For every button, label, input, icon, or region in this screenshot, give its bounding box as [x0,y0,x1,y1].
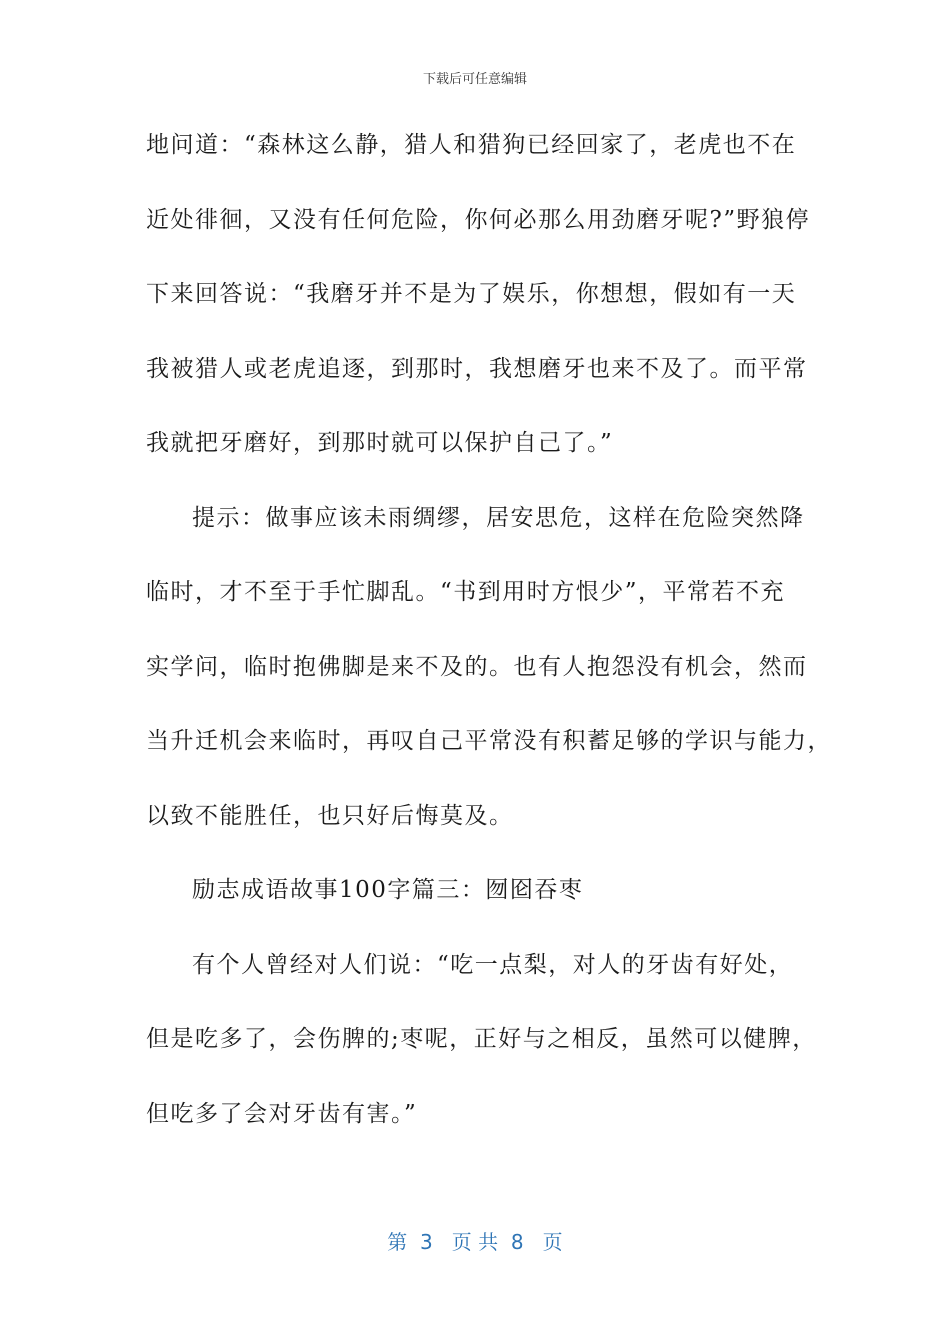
document-body [146,120,832,1163]
body-line: 以致不能胜任，也只好后悔莫及。 [146,802,514,829]
body-line: 下来回答说：“我磨牙并不是为了娱乐，你想想，假如有一天 [146,281,797,307]
body-line: 近处徘徊，又没有任何危险，你何必那么用劲磨牙呢?”野狼停 [146,206,811,233]
page-header: 下载后可任意编辑 [422,72,527,87]
body-line: 但是吃多了，会伤脾的;枣呢，正好与之相反，虽然可以健脾， [146,1026,817,1052]
body-line: 但吃多了会对牙齿有害。” [146,1100,418,1127]
paragraph-start-line: 提示：做事应该未雨绸缪，居安思危，这样在危险突然降 [192,504,805,531]
body-line: 实学问，临时抱佛脚是来不及的。也有人抱怨没有机会，然而 [146,653,808,680]
body-line: 地问道：“森林这么静，猎人和猎狗已经回家了，老虎也不在 [146,132,797,158]
page-number-footer: 第 3 页 共 8 页 [387,1230,563,1254]
body-line: 我就把牙磨好，到那时就可以保护自己了。” [146,430,614,456]
body-line: 临时，才不至于手忙脚乱。“书到用时方恨少”，平常若不充 [146,579,786,605]
section-heading: 励志成语故事100字篇三：囫囵吞枣 [192,877,584,903]
paragraph-start-line: 有个人曾经对人们说：“吃一点梨，对人的牙齿有好处， [192,951,794,978]
body-line: 我被猎人或老虎追逐，到那时，我想磨牙也来不及了。而平常 [146,355,808,382]
body-line: 当升迁机会来临时，再叹自己平常没有积蓄足够的学识与能力， [146,728,832,754]
